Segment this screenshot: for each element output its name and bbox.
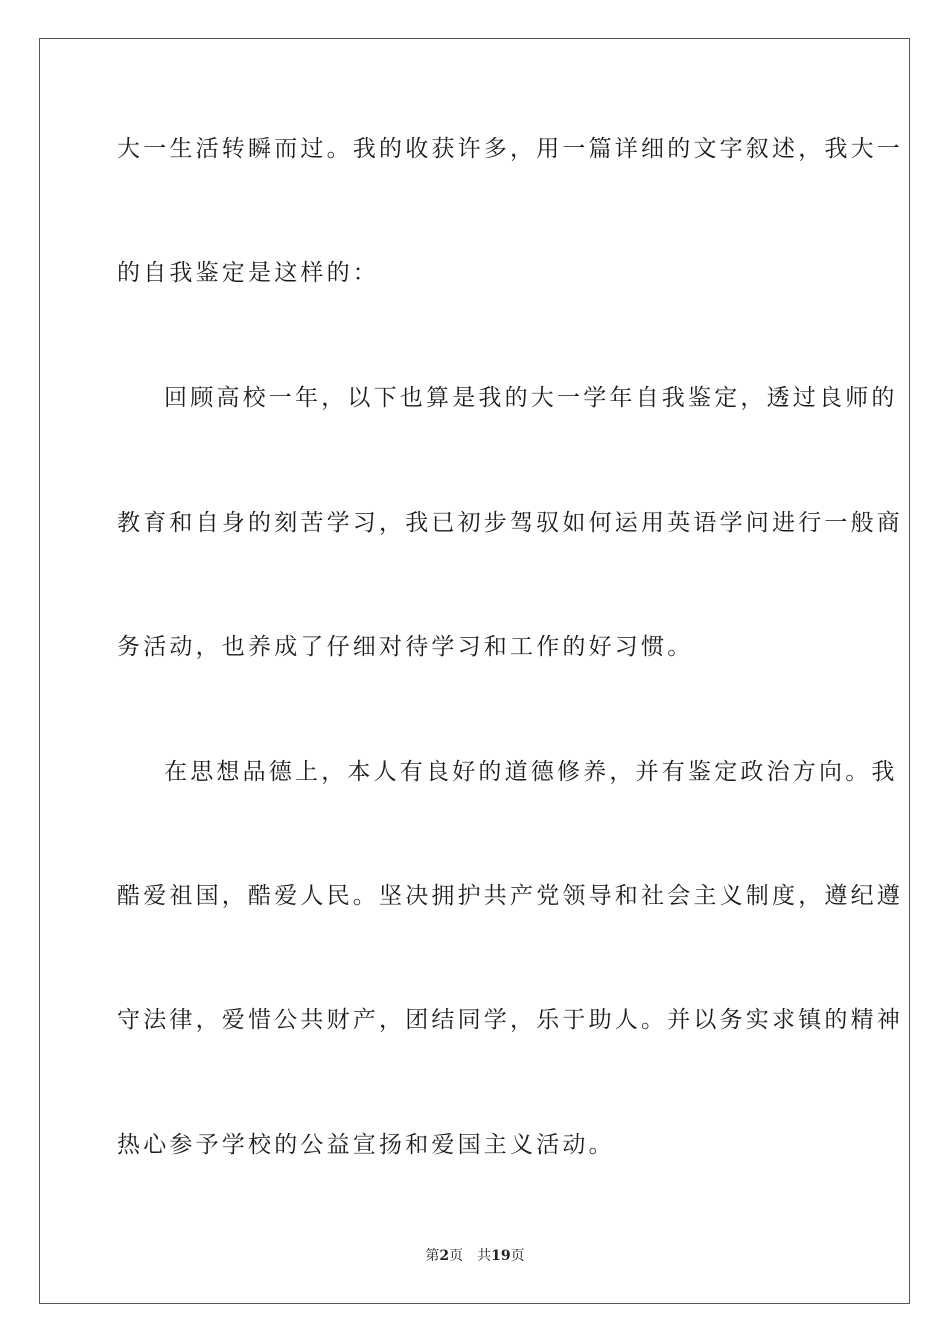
paragraph-2-line-2: 教育和自身的刻苦学习，我已初步驾驭如何运用英语学问进行一般商	[117, 510, 903, 536]
page-prefix: 第	[425, 1248, 440, 1264]
total-suffix: 页	[510, 1248, 525, 1264]
paragraph-2-line-3: 务活动，也养成了仔细对待学习和工作的好习惯。	[117, 634, 694, 660]
page-suffix: 页	[449, 1248, 464, 1264]
total-prefix: 共	[477, 1248, 492, 1264]
paragraph-3-line-1: 在思想品德上，本人有良好的道德修养，并有鉴定政治方向。我	[164, 759, 898, 785]
paragraph-1-line-1: 大一生活转瞬而过。我的收获许多，用一篇详细的文字叙述，我大一	[117, 136, 903, 162]
page-number: 2	[439, 1248, 450, 1264]
paragraph-3-line-4: 热心参予学校的公益宣扬和爱国主义活动。	[117, 1132, 615, 1158]
paragraph-3-line-3: 守法律，爱惜公共财产，团结同学，乐于助人。并以务实求镇的精神	[117, 1007, 903, 1033]
paragraph-3-line-2: 酷爱祖国，酷爱人民。坚决拥护共产党领导和社会主义制度，遵纪遵	[117, 883, 903, 909]
paragraph-1-line-2: 的自我鉴定是这样的：	[117, 260, 379, 286]
page-border	[39, 38, 910, 1304]
paragraph-2-line-1: 回顾高校一年，以下也算是我的大一学年自我鉴定，透过良师的	[164, 385, 898, 411]
total-pages: 19	[491, 1248, 511, 1264]
page-footer	[0, 1247, 950, 1265]
